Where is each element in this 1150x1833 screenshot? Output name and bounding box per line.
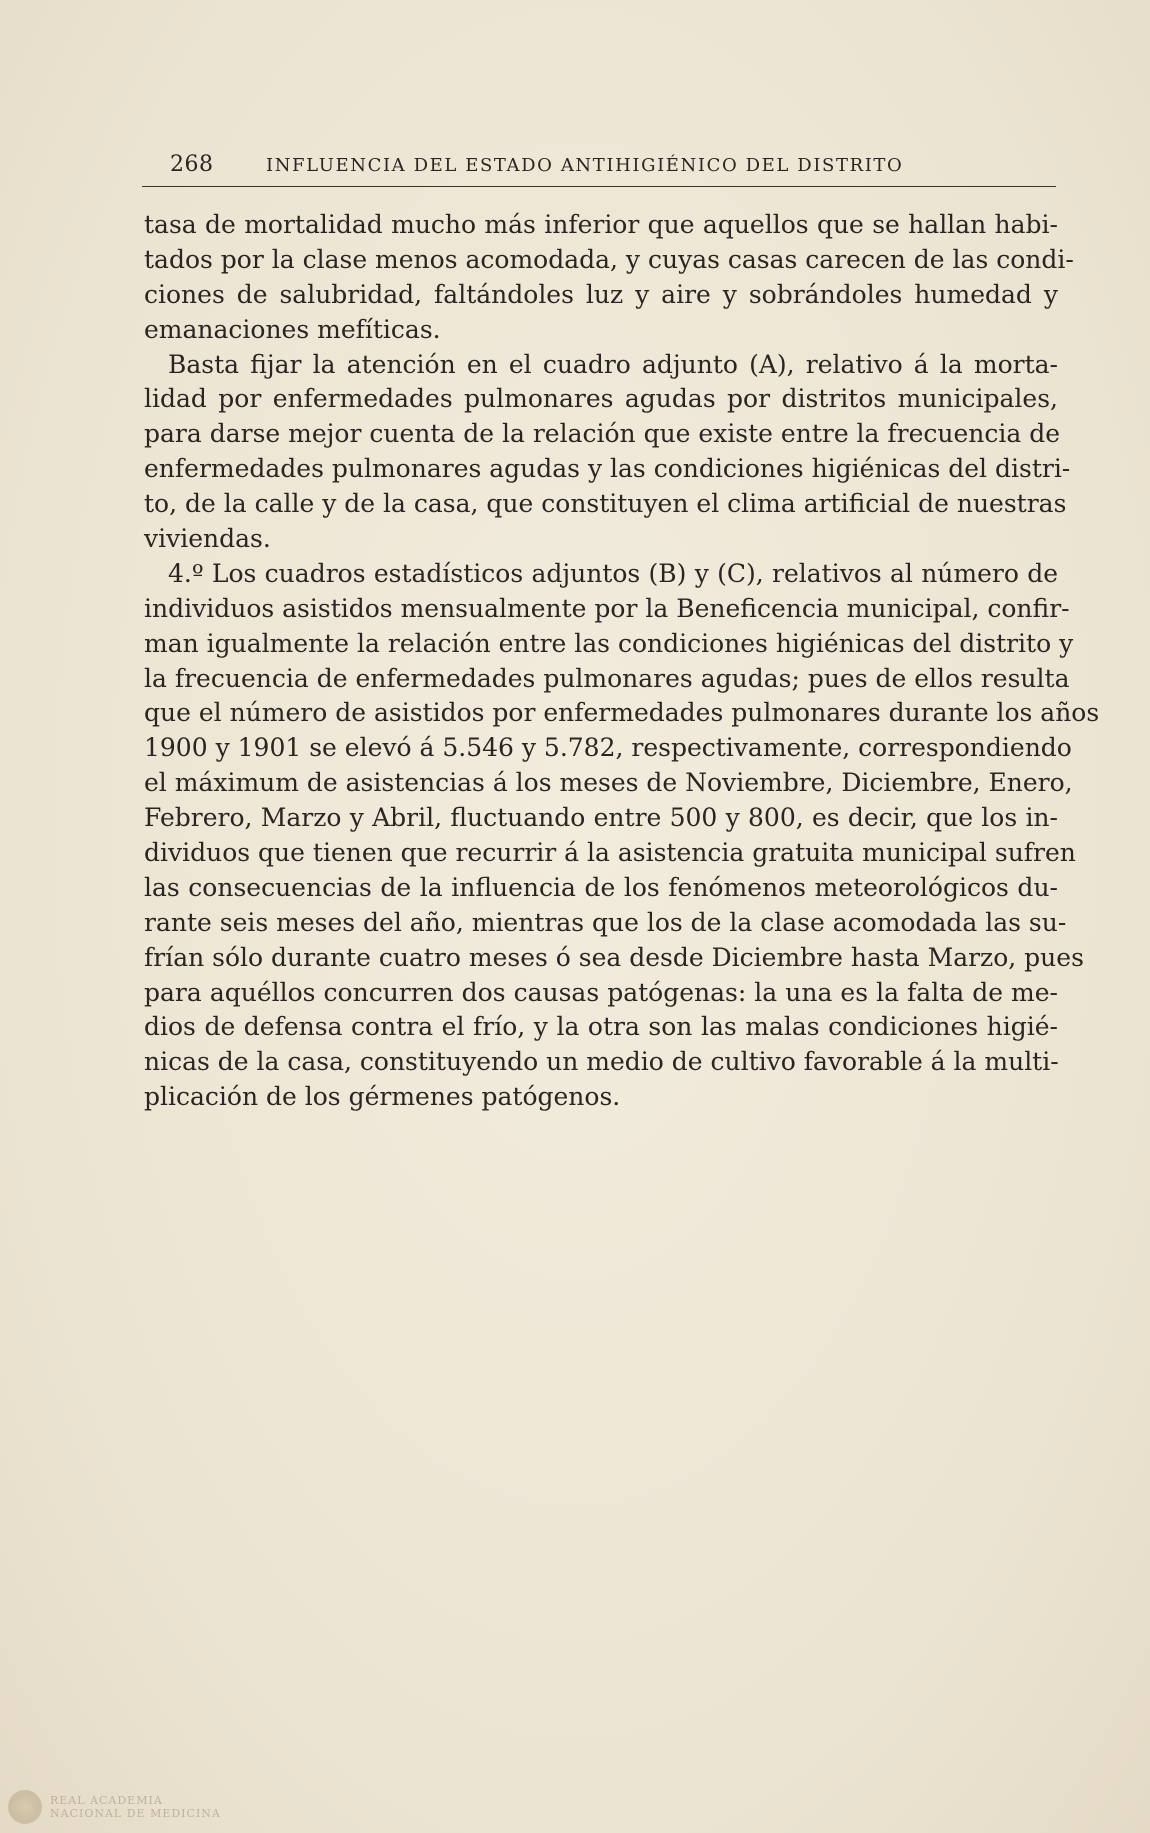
text-line: individuos asistidos mensualmente por la Beneficencia municipal, confir- [144, 593, 1070, 623]
text-line: ciones de salubridad, faltándoles luz y aire y sobrándoles humedad y [144, 279, 1058, 309]
text-line: emanaciones mefíticas. [144, 314, 441, 344]
text-line: Febrero, Marzo y Abril, fluctuando entre 500 y 800, es decir, que los in- [144, 803, 1058, 833]
page-number: 268 [170, 152, 214, 177]
text-line: viviendas. [144, 524, 271, 554]
watermark-line-2: NACIONAL DE MEDICINA [50, 1807, 221, 1820]
text-line: rante seis meses del año, mientras que los de la clase acomodada las su- [144, 907, 1067, 937]
text-line: 1900 y 1901 se elevó á 5.546 y 5.782, respectivamente, correspondiendo [144, 733, 1072, 763]
text-line: 4.º Los cuadros estadísticos adjuntos (B) y (C), relativos al número de [168, 558, 1058, 588]
text-line: nicas de la casa, constituyendo un medio de cultivo favorable á la multi- [144, 1047, 1059, 1077]
text-line: la frecuencia de enfermedades pulmonares agudas; pues de ellos resulta [144, 663, 1070, 693]
text-line: to, de la calle y de la casa, que constituyen el clima artificial de nuestras [144, 489, 1067, 519]
body-text [144, 208, 1100, 1115]
text-line: que el número de asistidos por enfermedades pulmonares durante los años [144, 698, 1100, 728]
text-line: tasa de mortalidad mucho más inferior que aquellos que se hallan habi- [144, 210, 1058, 239]
text-line: Basta fijar la atención en el cuadro adjunto (A), relativo á la morta- [168, 349, 1058, 379]
seal-icon [8, 1790, 42, 1824]
text-line: las consecuencias de la influencia de los fenómenos meteorológicos du- [144, 872, 1058, 902]
text-line: man igualmente la relación entre las condiciones higiénicas del distrito y [144, 628, 1074, 658]
watermark-line-1: REAL ACADEMIA [50, 1794, 163, 1807]
text-line: dividuos que tienen que recurrir á la asistencia gratuita municipal sufren [144, 838, 1076, 868]
text-line: para darse mejor cuenta de la relación que existe entre la frecuencia de [144, 419, 1061, 449]
text-line: tados por la clase menos acomodada, y cuyas casas carecen de las condi- [144, 244, 1074, 274]
text-line: enfermedades pulmonares agudas y las condiciones higiénicas del distri- [144, 454, 1071, 484]
text-line: lidad por enfermedades pulmonares agudas por distritos municipales, [144, 384, 1058, 414]
text-line: frían sólo durante cuatro meses ó sea desde Diciembre hasta Marzo, pues [144, 942, 1084, 972]
library-watermark [8, 1790, 221, 1824]
text-line: para aquéllos concurren dos causas patógenas: la una es la falta de me- [144, 977, 1058, 1007]
text-line: dios de defensa contra el frío, y la otra son las malas condiciones higié- [144, 1012, 1058, 1042]
page-header [142, 150, 1056, 187]
text-line: el máximum de asistencias á los meses de Noviembre, Diciembre, Enero, [144, 768, 1073, 798]
text-line: plicación de los gérmenes patógenos. [144, 1082, 621, 1112]
running-title: INFLUENCIA DEL ESTADO ANTIHIGIÉNICO DEL DISTRITO [266, 155, 904, 176]
